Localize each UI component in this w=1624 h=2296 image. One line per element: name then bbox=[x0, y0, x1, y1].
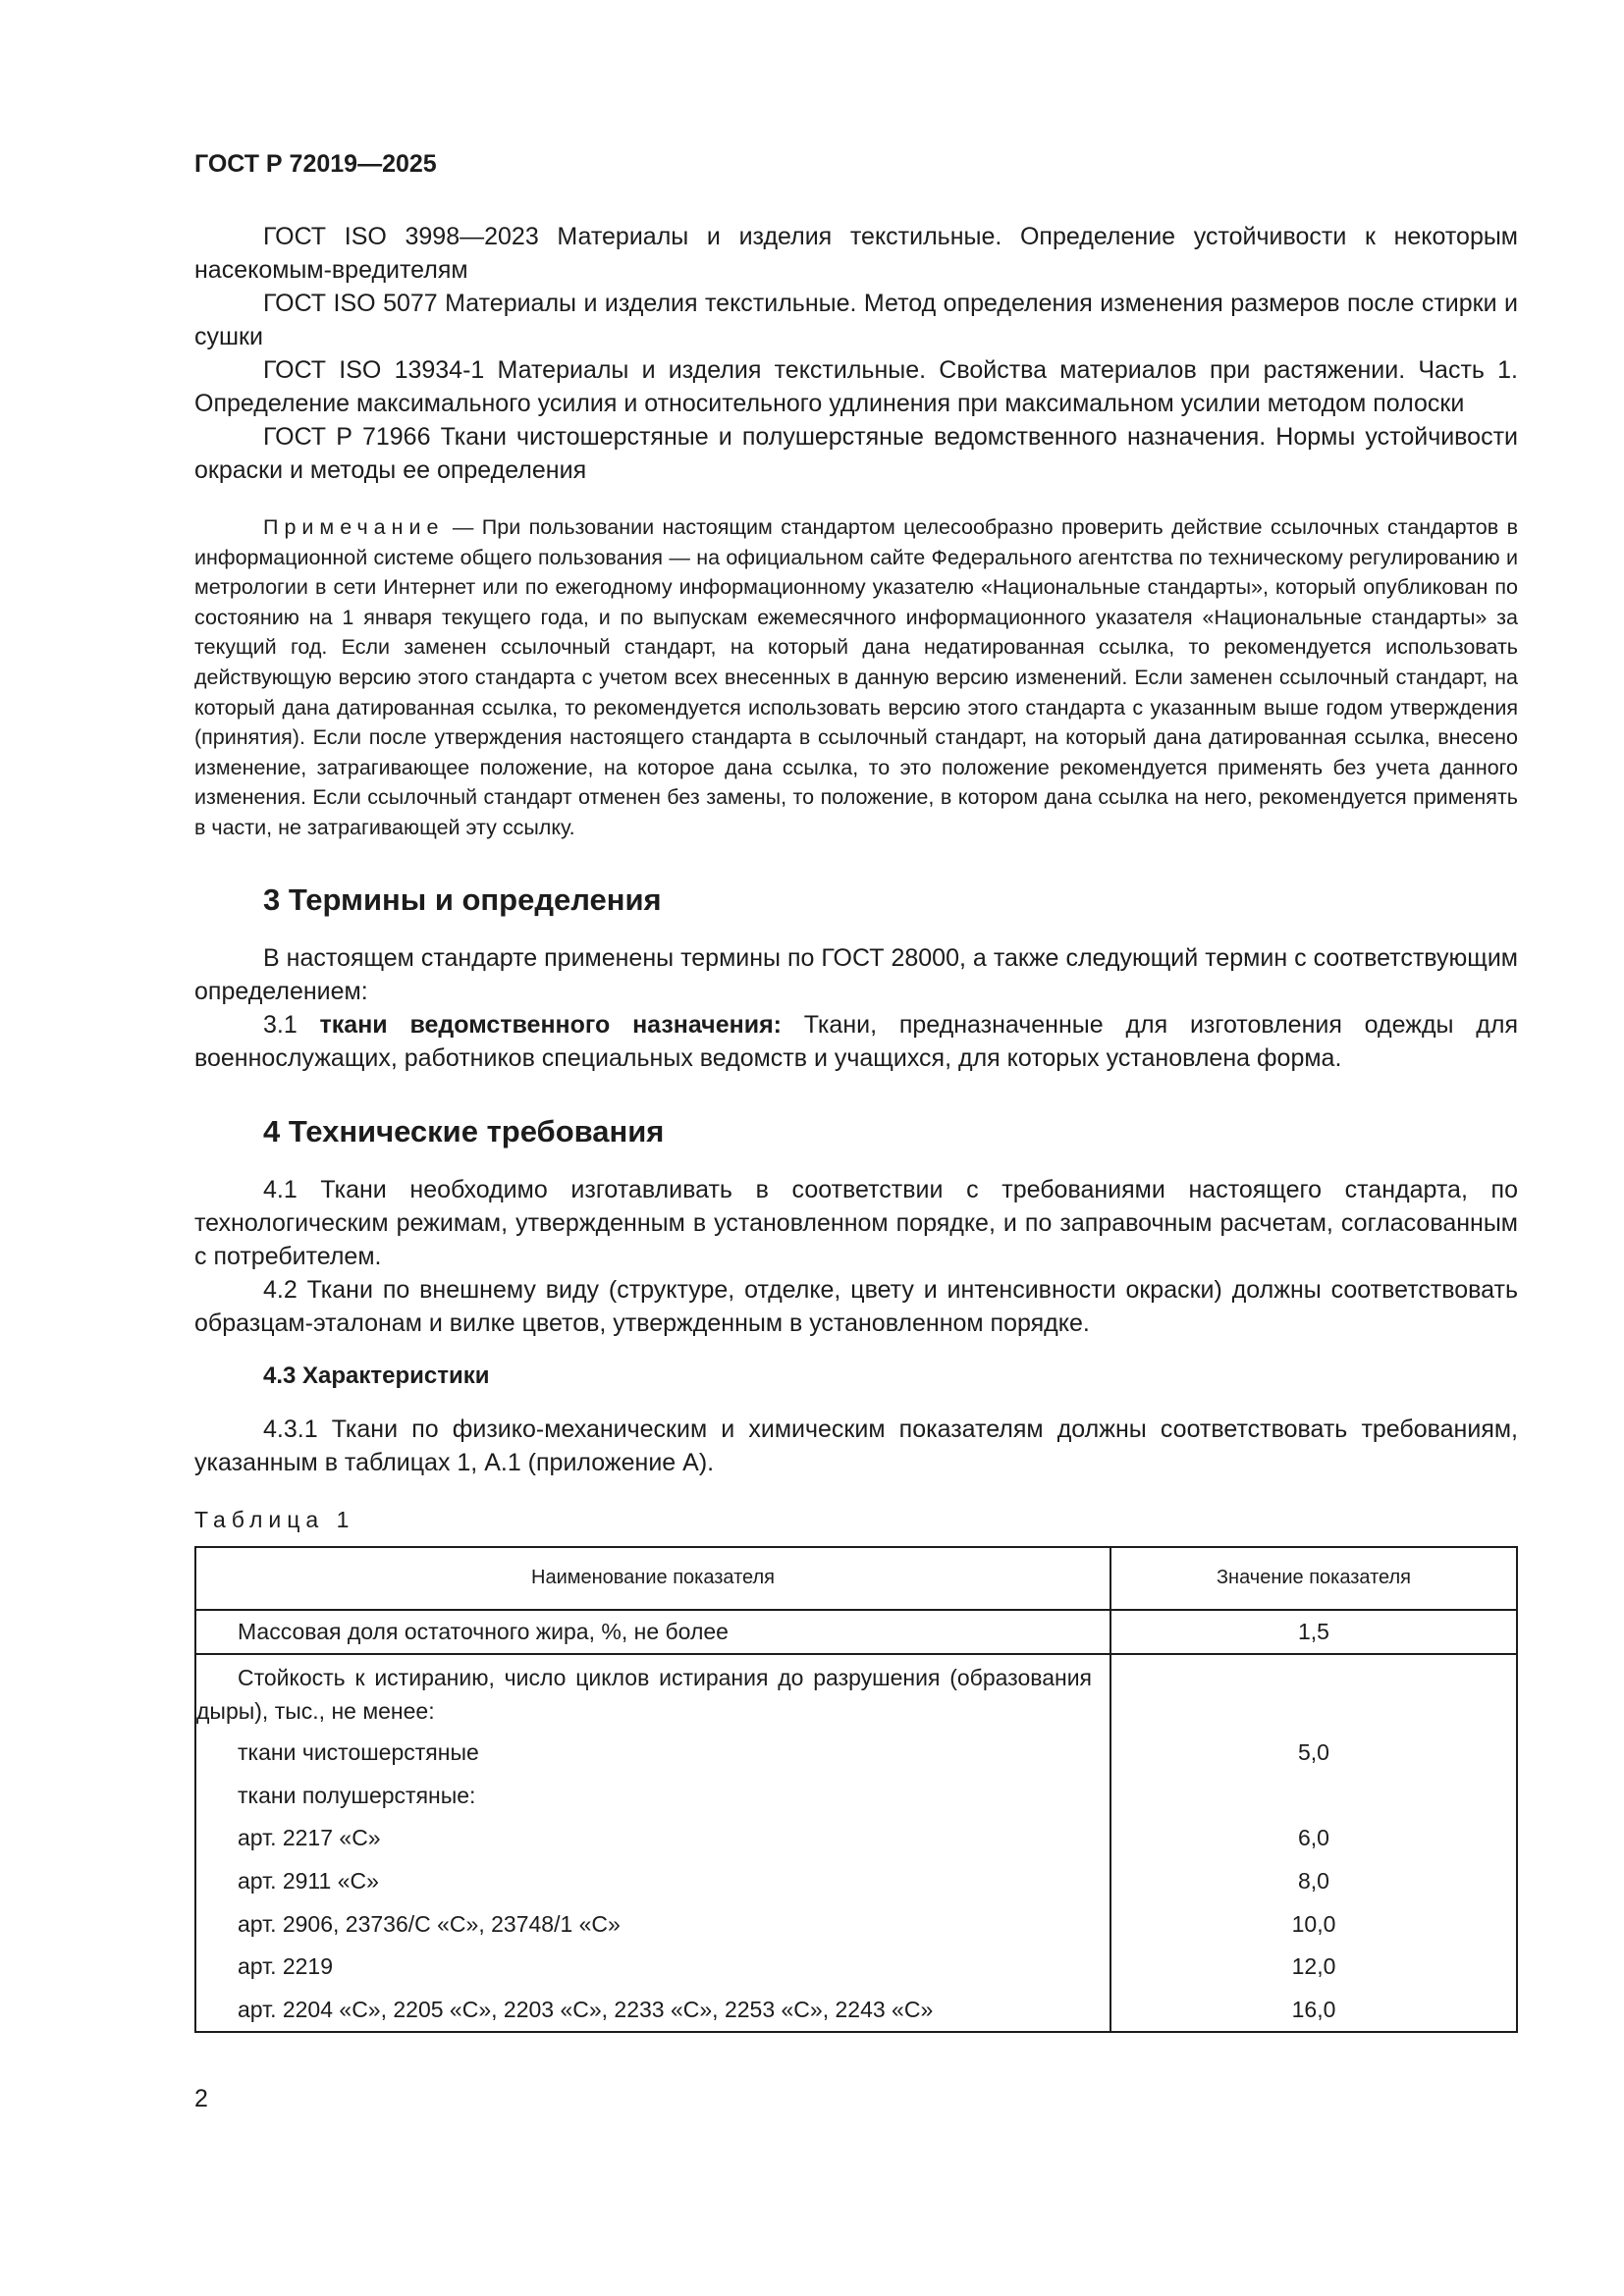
term-definition bbox=[194, 1008, 1518, 1075]
section-3-intro: В настоящем стандарте применены термины по ГОСТ 28000, а также следующий термин с соответствующим определением: bbox=[194, 943, 1518, 1005]
row-subname: арт. 2204 «С», 2205 «С», 2203 «С», 2233 «С», 2253 «С», 2243 «С» bbox=[238, 1996, 934, 2022]
row-value bbox=[1111, 1775, 1516, 1818]
term-number: 3.1 bbox=[263, 1010, 320, 1039]
row-value: 6,0 bbox=[1298, 1825, 1329, 1851]
row-value: 10,0 bbox=[1291, 1910, 1336, 1937]
note-label: Примечание bbox=[263, 515, 445, 539]
row-name: Массовая доля остаточного жира, %, не более bbox=[238, 1618, 729, 1644]
page-number: 2 bbox=[194, 2085, 208, 2112]
reference-item: ГОСТ Р 71966 Ткани чистошерстяные и полушерстяные ведомственного назначения. Нормы устойчивости окраски и методы ее определения bbox=[194, 423, 1518, 484]
table-header-value: Значение показателя bbox=[1110, 1547, 1517, 1610]
table-row bbox=[195, 1610, 1517, 1655]
row-name: Стойкость к истиранию, число циклов истирания до разрушения (образования дыры), тыс., не менее: bbox=[196, 1665, 1092, 1725]
running-header: ГОСТ Р 72019—2025 bbox=[194, 150, 437, 178]
row-value: 12,0 bbox=[1291, 1953, 1336, 1980]
reference-item: ГОСТ ISO 3998—2023 Материалы и изделия текстильные. Определение устойчивости к некоторым насекомым-вредителям bbox=[194, 223, 1518, 284]
row-value: 16,0 bbox=[1291, 1996, 1336, 2022]
section-3-heading: 3 Термины и определения bbox=[263, 881, 662, 917]
term-text: Ткани, предназначенные для изготовления одежды для военнослужащих, работников специальных ведомств и учащихся, для которых установлена форма. bbox=[194, 1010, 1518, 1072]
term-name: ткани ведомственного назначения: bbox=[319, 1010, 782, 1039]
paragraph-4-3-1: 4.3.1 Ткани по физико-механическим и химическим показателям должны соответствовать требованиям, указанным в таблицах 1, А.1 (приложение А). bbox=[194, 1415, 1518, 1476]
document-page bbox=[194, 147, 1518, 2033]
row-subname: арт. 2906, 23736/С «С», 23748/1 «С» bbox=[238, 1910, 621, 1937]
row-subname: арт. 2217 «С» bbox=[238, 1825, 381, 1851]
note-paragraph bbox=[194, 512, 1518, 843]
paragraph-4-1: 4.1 Ткани необходимо изготавливать в соответствии с требованиями настоящего стандарта, по технологическим режимам, утвержденным в установленном порядке, и по заправочным расчетам, согласованным с потребителем. bbox=[194, 1175, 1518, 1270]
row-value: 5,0 bbox=[1298, 1739, 1329, 1766]
table-header-name: Наименование показателя bbox=[195, 1547, 1110, 1610]
row-subname: ткани чистошерстяные bbox=[238, 1739, 479, 1766]
reference-item: ГОСТ ISO 13934-1 Материалы и изделия текстильные. Свойства материалов при растяжении. Часть 1. Определение максимального усилия и относительного удлинения при максимальном усилии методом полоски bbox=[194, 356, 1518, 417]
row-value: 1,5 bbox=[1298, 1618, 1329, 1644]
note-text: — При пользовании настоящим стандартом целесообразно проверить действие ссылочных стандартов в информационной системе общего пользования — на официальном сайте Федерального агентства по техническому регулированию и метрологии в сети Интернет или по ежегодному информационному указателю «Национальные стандарты», который опубликован по состоянию на 1 января текущего года, и по выпускам ежемесячного информационного указателя «Национальные стандарты» за текущий год. Если заменен ссылочный стандарт, на который дана недатированная ссылка, то рекомендуется использовать действующую версию этого стандарта с учетом всех внесенных в данную версию изменений. Если заменен ссылочный стандарт, на который дана датированная ссылка, то рекомендуется использовать версию этого стандарта с указанным выше годом утверждения (принятия). Если после утверждения настоящего стандарта в ссылочный стандарт, на который дана датированная ссылка, внесено изменение, затрагивающее положение, на которое дана ссылка, то это положение рекомендуется применять без учета данного изменения. Если ссылочный стандарт отменен без замены, то положение, в котором дана ссылка на него, рекомендуется применять в части, не затрагивающей эту ссылку. bbox=[194, 515, 1518, 839]
reference-item: ГОСТ ISO 5077 Материалы и изделия текстильные. Метод определения изменения размеров после стирки и сушки bbox=[194, 290, 1518, 350]
table-caption: Таблица 1 bbox=[194, 1506, 355, 1532]
row-value: 8,0 bbox=[1298, 1867, 1329, 1894]
row-subname: ткани полушерстяные: bbox=[238, 1782, 476, 1808]
section-4-heading: 4 Технические требования bbox=[263, 1113, 665, 1148]
table-row bbox=[195, 1654, 1517, 2032]
table-1 bbox=[194, 1546, 1518, 2034]
value-spacer bbox=[1111, 1655, 1516, 1732]
row-subname: арт. 2219 bbox=[238, 1953, 334, 1980]
subsection-4-3-heading: 4.3 Характеристики bbox=[263, 1362, 490, 1389]
paragraph-4-2: 4.2 Ткани по внешнему виду (структуре, отделке, цвету и интенсивности окраски) должны соответствовать образцам-эталонам и вилке цветов, утвержденным в установленном порядке. bbox=[194, 1275, 1518, 1337]
row-subname: арт. 2911 «С» bbox=[238, 1867, 379, 1894]
